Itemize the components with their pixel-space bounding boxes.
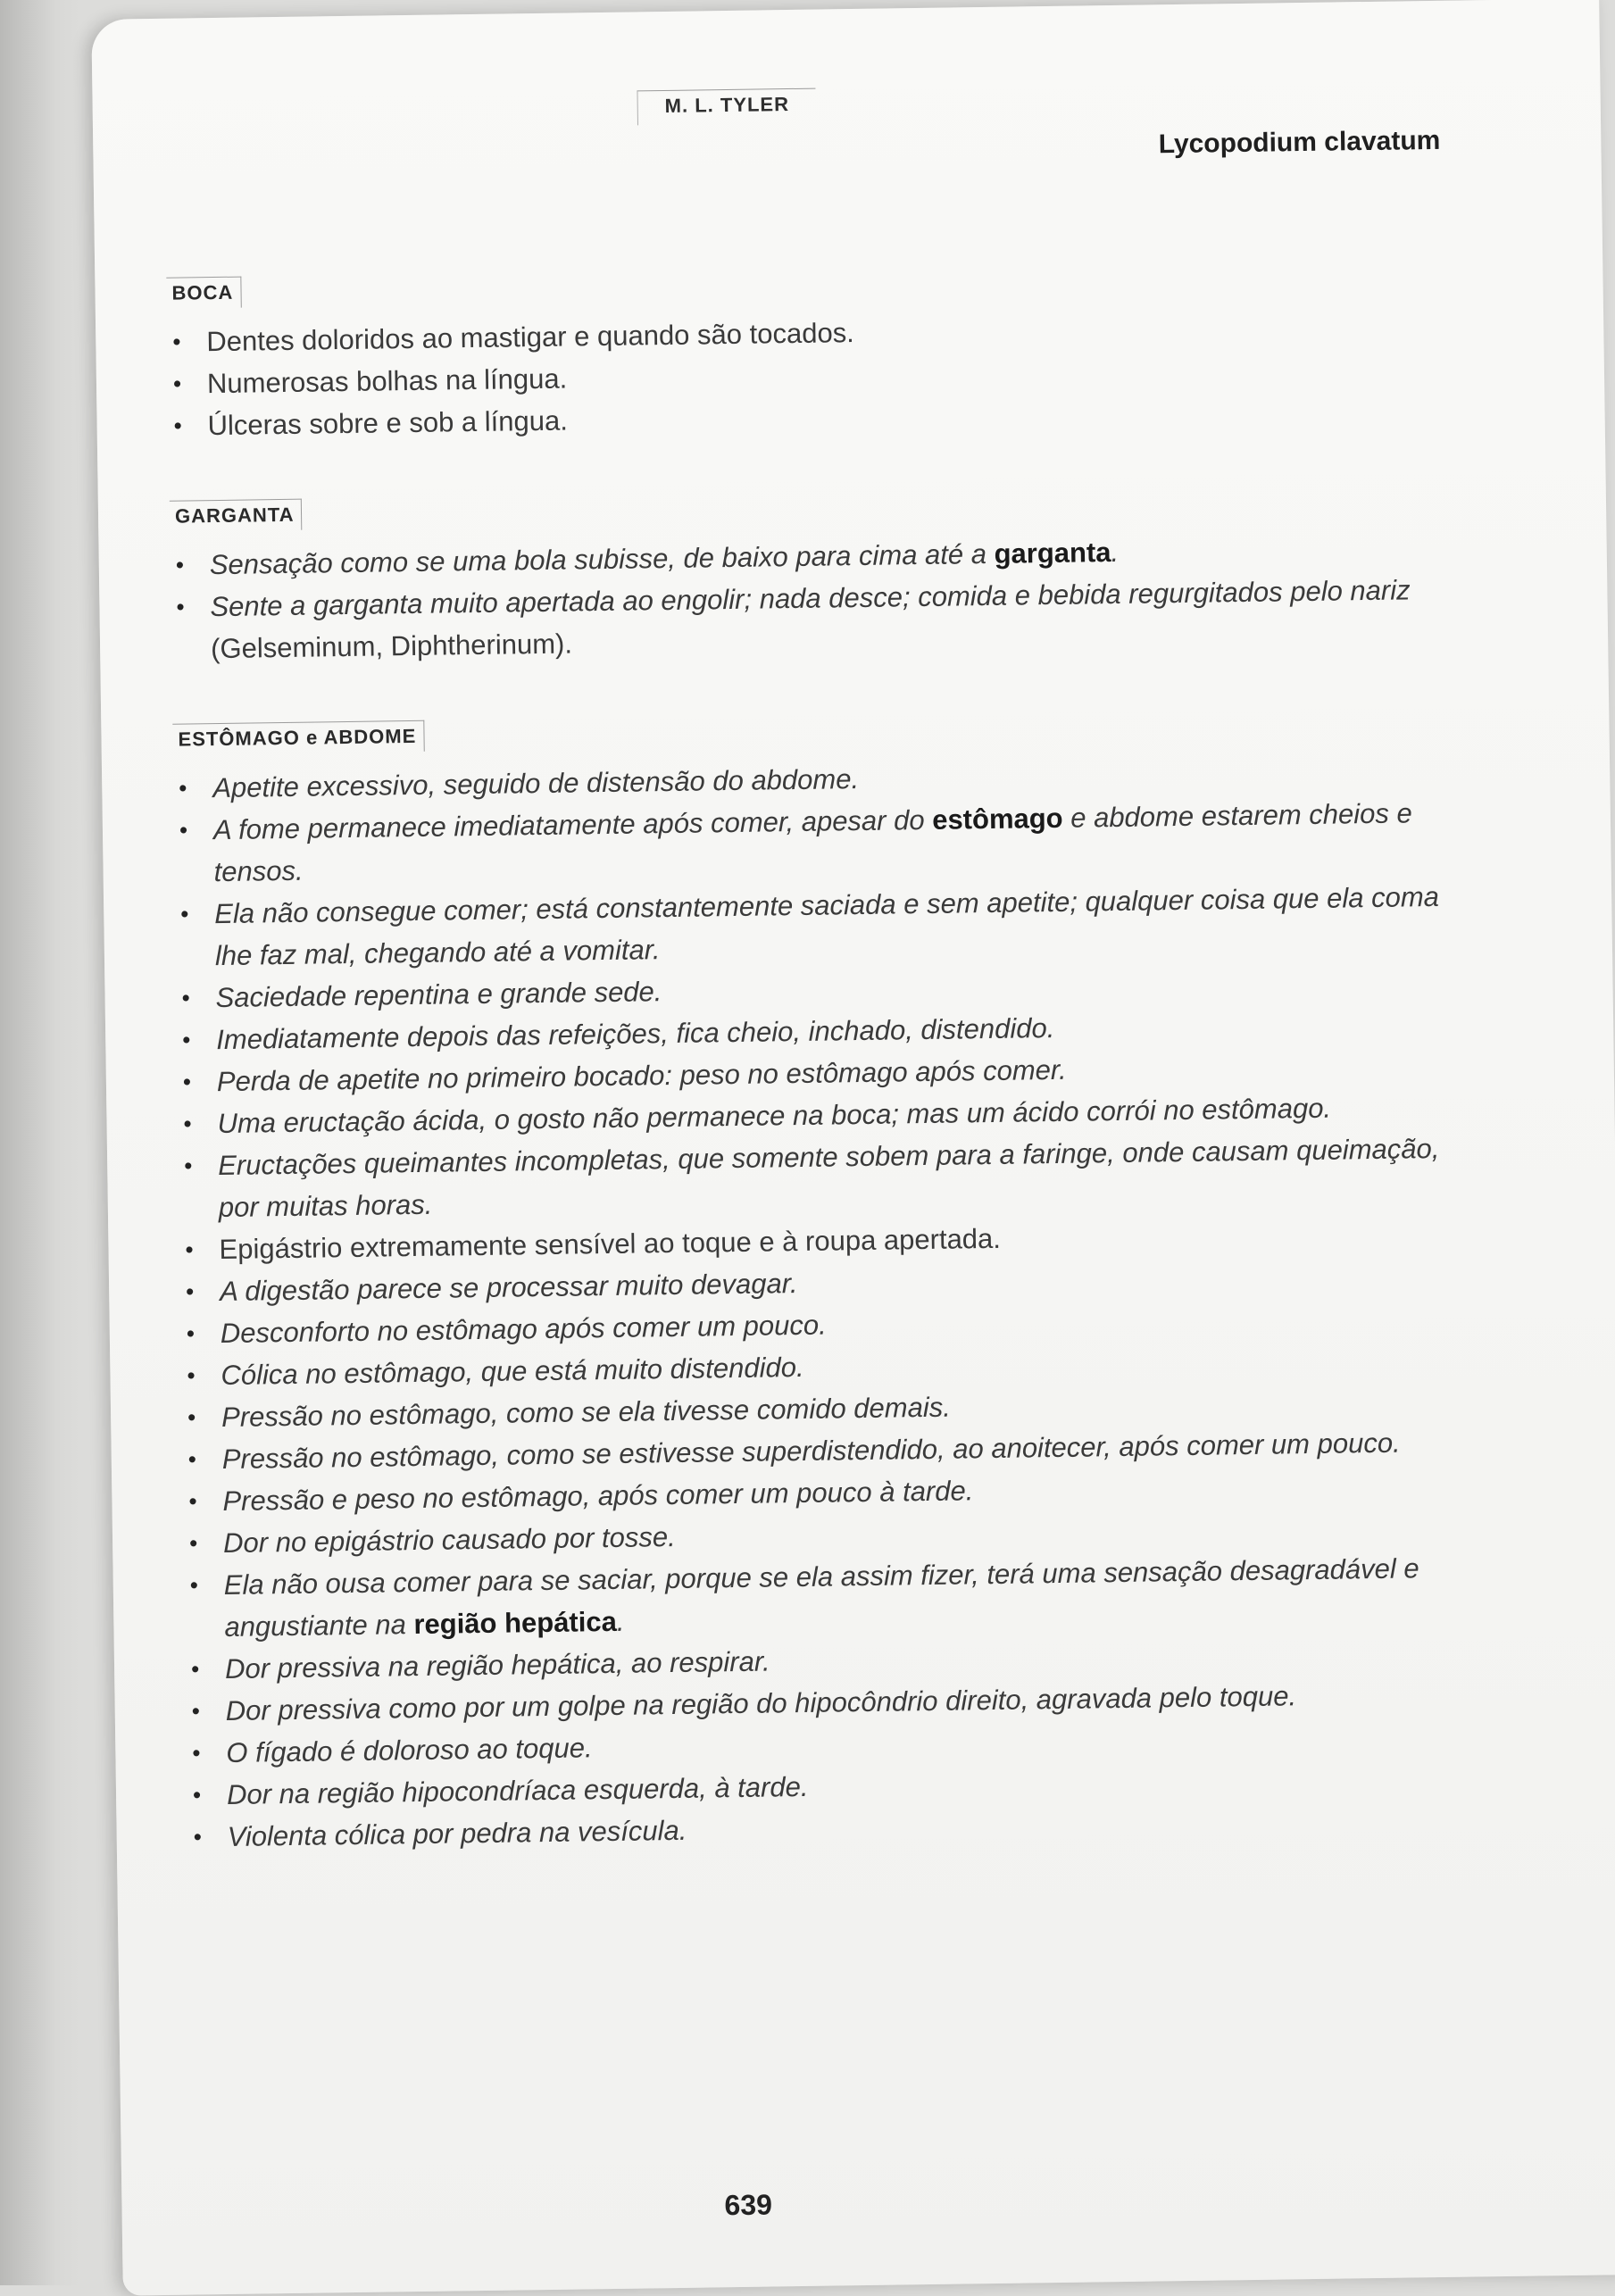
item-text: Sente a garganta muito apertada ao engolir; nada desce; comida e bebida regurgitados pelo nariz xyxy=(210,574,1411,623)
list-item: • Dor pressiva na região hepática, ao respirar. xyxy=(186,1631,1454,1691)
list-item: • Pressão no estômago, como se ela tivesse comido demais. xyxy=(182,1379,1451,1439)
list-item: • Violenta cólica por pedra na vesícula. xyxy=(187,1799,1456,1859)
section-estomago-abdome xyxy=(172,706,1456,1859)
list-item: • Imediatamente depois das refeições, fica cheio, inchado, distendido. xyxy=(177,1002,1445,1061)
item-text-end: e abdome estarem cheios e tensos. xyxy=(213,797,1412,888)
item-text: Ela não ousa comer para se saciar, porque se ela assim fizer, terá uma sensação desagradável e angustiante na xyxy=(223,1552,1419,1643)
section-boca xyxy=(166,260,1436,447)
list-item: • Úlceras sobre e sob a língua. xyxy=(168,387,1436,447)
running-head-title: Lycopodium clavatum xyxy=(1158,125,1441,160)
symptom-list xyxy=(173,750,1456,1859)
list-item: • Pressão e peso no estômago, após comer um pouco à tarde. xyxy=(183,1463,1452,1523)
running-head-author: M. L. TYLER xyxy=(637,88,816,126)
item-text: A fome permanece imediatamente após comer, apesar do xyxy=(212,803,933,846)
list-item: • Numerosas bolhas na língua. xyxy=(168,345,1436,405)
section-heading: BOCA xyxy=(166,277,241,309)
section-garganta xyxy=(170,483,1440,670)
symptom-list xyxy=(170,527,1439,670)
list-item: • Desconforto no estômago após comer um pouco. xyxy=(181,1295,1450,1355)
list-item: • O fígado é doloroso ao toque. xyxy=(187,1715,1455,1775)
symptom-list xyxy=(167,304,1436,447)
emphasized-term: estômago xyxy=(931,802,1063,836)
emphasized-term: região hepática xyxy=(413,1605,618,1641)
emphasized-term: garganta xyxy=(994,537,1111,570)
item-text-end: . xyxy=(1111,536,1120,569)
list-item: • Dor pressiva como por um golpe na região do hipocôndrio direito, agravada pelo toque. xyxy=(186,1673,1454,1733)
list-item: • Ela não consegue comer; está constantemente saciada e sem apetite; qualquer coisa que ela coma lhe faz mal, chegando até a vomitar. xyxy=(175,876,1444,977)
list-item: • Dor na região hipocondríaca esquerda, à tarde. xyxy=(187,1757,1456,1817)
page-number: 639 xyxy=(724,2188,773,2222)
remedy-reference: (Gelseminum, Diphtherinum). xyxy=(210,628,573,665)
faded-stamp-mark xyxy=(160,100,329,229)
list-item: • Cólica no estômago, que está muito distendido. xyxy=(181,1337,1450,1397)
list-item: • Apetite excessivo, seguido de distensão do abdome. xyxy=(173,750,1442,810)
item-text: Sensação como se uma bola subisse, de baixo para cima até a xyxy=(209,537,995,581)
book-spine-shadow xyxy=(0,0,80,2285)
list-item: • Epigástrio extremamente sensível ao toque e à roupa apertada. xyxy=(179,1211,1448,1271)
list-item: • Pressão no estômago, como se estivesse superdistendido, ao anoitecer, após comer um pouco. xyxy=(182,1421,1451,1481)
list-item: • Uma eructação ácida, o gosto não permanece na boca; mas um ácido corrói no estômago. xyxy=(178,1086,1446,1145)
list-item xyxy=(171,569,1439,670)
item-text-end: . xyxy=(616,1605,625,1637)
list-item: • Dor no epigástrio causado por tosse. xyxy=(184,1505,1453,1565)
section-heading: GARGANTA xyxy=(170,499,303,532)
list-item: • Eructações queimantes incompletas, que somente sobem para a faringe, onde causam queimação, por muitas horas. xyxy=(179,1127,1447,1229)
book-page xyxy=(91,0,1615,2296)
list-item: • Dentes doloridos ao mastigar e quando são tocados. xyxy=(167,304,1436,363)
list-item: • A digestão parece se processar muito devagar. xyxy=(180,1253,1449,1313)
list-item: • Saciedade repentina e grande sede. xyxy=(176,960,1444,1019)
list-item: • Perda de apetite no primeiro bocado: peso no estômago após comer. xyxy=(178,1044,1446,1103)
section-heading: ESTÔMAGO e ABDOME xyxy=(172,720,424,755)
